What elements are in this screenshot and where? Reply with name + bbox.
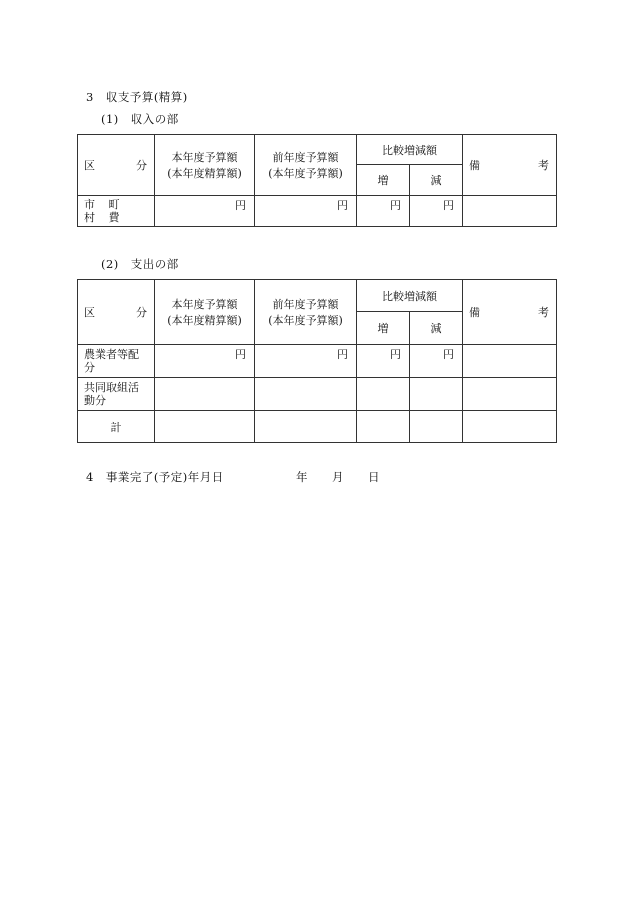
income-header-previous: [255, 135, 357, 196]
expenditure-header-remarks: [463, 280, 557, 345]
income-header-current-settled: (本年度精算額): [167, 167, 242, 180]
income-header-decrease: 減: [410, 165, 463, 196]
completion-month-label: 月: [332, 470, 344, 484]
expenditure-header-current: [155, 280, 255, 345]
income-subheading: (1) 収入の部: [101, 112, 179, 126]
income-header-remarks: [463, 135, 557, 196]
expenditure-row-increase: [357, 378, 410, 411]
expenditure-header-increase: 増: [357, 312, 410, 345]
income-header-current-budget: 本年度予算額: [171, 151, 238, 164]
completion-year-label: 年: [296, 470, 308, 484]
income-row-decrease: 円: [410, 196, 463, 227]
expenditure-row-decrease: 円: [410, 345, 463, 378]
income-header-category-right: 分: [136, 159, 147, 172]
expenditure-row-previous: 円: [255, 345, 357, 378]
expenditure-header-category-right: 分: [136, 306, 147, 319]
income-table: [77, 134, 557, 227]
income-header-category: [78, 135, 155, 196]
table-row: [78, 196, 557, 227]
expenditure-row-previous: [255, 411, 357, 443]
expenditure-header-previous-paren: (本年度予算額): [268, 314, 343, 327]
expenditure-row-current: 円: [155, 345, 255, 378]
table-row: [78, 378, 557, 411]
income-row-label: 市 町 村 費: [78, 196, 155, 227]
income-row-previous: 円: [255, 196, 357, 227]
expenditure-header-category-left: 区: [84, 306, 95, 319]
expenditure-header-comparison: 比較増減額: [357, 280, 463, 312]
expenditure-table: [77, 279, 557, 443]
income-header-increase: 増: [357, 165, 410, 196]
expenditure-header-current-budget: 本年度予算額: [171, 298, 238, 311]
expenditure-header-current-settled: (本年度精算額): [167, 314, 242, 327]
completion-day-label: 日: [368, 470, 380, 484]
expenditure-header-decrease: 減: [410, 312, 463, 345]
income-header-previous-budget: 前年度予算額: [272, 151, 339, 164]
section-3-heading: 3 収支予算(精算): [86, 90, 188, 104]
income-header-current: [155, 135, 255, 196]
expenditure-row-current: [155, 378, 255, 411]
section-4-heading: 4 事業完了(予定)年月日: [86, 470, 224, 484]
expenditure-row-increase: [357, 411, 410, 443]
expenditure-row-label: 農業者等配分: [78, 345, 155, 378]
expenditure-total-label: 計: [78, 411, 155, 443]
table-row: [78, 345, 557, 378]
expenditure-row-current: [155, 411, 255, 443]
income-row-current: 円: [155, 196, 255, 227]
expenditure-row-previous: [255, 378, 357, 411]
expenditure-row-increase: 円: [357, 345, 410, 378]
income-header-comparison: 比較増減額: [357, 135, 463, 165]
expenditure-row-remarks: [463, 345, 557, 378]
income-row-increase: 円: [357, 196, 410, 227]
expenditure-row-remarks: [463, 411, 557, 443]
income-header-remarks-right: 考: [538, 159, 549, 172]
expenditure-header-previous: [255, 280, 357, 345]
expenditure-header-category: [78, 280, 155, 345]
expenditure-header-remarks-right: 考: [538, 306, 549, 319]
expenditure-header-remarks-left: 備: [469, 306, 480, 319]
expenditure-row-decrease: [410, 411, 463, 443]
income-header-previous-paren: (本年度予算額): [268, 167, 343, 180]
income-header-category-left: 区: [84, 159, 95, 172]
expenditure-row-label: 共同取組活動分: [78, 378, 155, 411]
table-row: [78, 411, 557, 443]
expenditure-header-previous-budget: 前年度予算額: [272, 298, 339, 311]
income-header-remarks-left: 備: [469, 159, 480, 172]
expenditure-row-decrease: [410, 378, 463, 411]
income-row-remarks: [463, 196, 557, 227]
expenditure-row-remarks: [463, 378, 557, 411]
expenditure-subheading: (2) 支出の部: [101, 257, 179, 271]
